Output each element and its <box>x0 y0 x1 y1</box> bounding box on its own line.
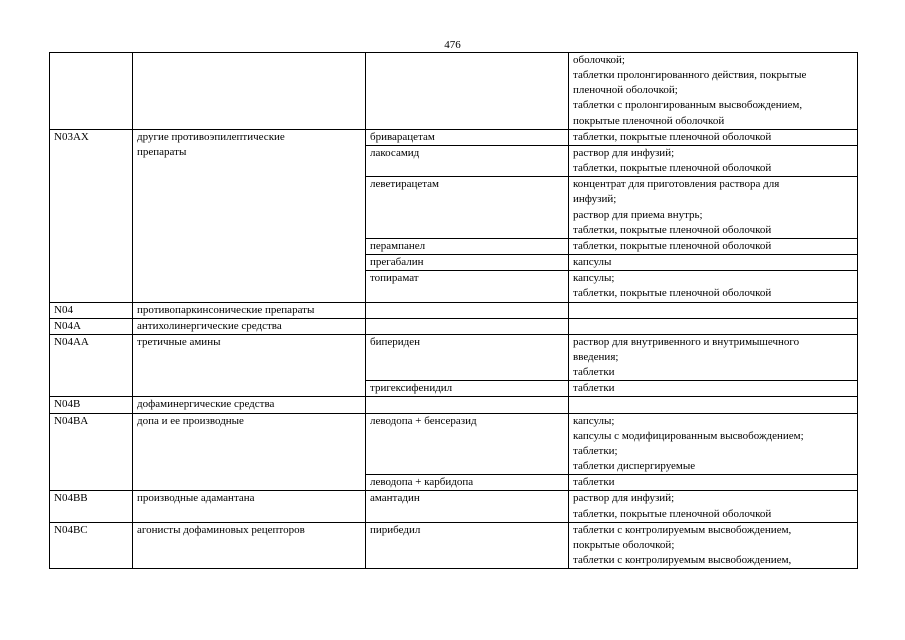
atc-code-cell: N04BB <box>50 491 133 522</box>
drug-table <box>49 52 858 569</box>
dosage-forms-cell <box>569 318 858 334</box>
table-row <box>50 413 858 475</box>
atc-code-cell: N04A <box>50 318 133 334</box>
group-cell: допа и ее производные <box>133 413 366 491</box>
atc-code-cell: N04AA <box>50 334 133 397</box>
substance-cell: бипериден <box>366 334 569 380</box>
atc-code-cell: N04B <box>50 397 133 413</box>
substance-cell: прегабалин <box>366 255 569 271</box>
group-cell: производные адамантана <box>133 491 366 522</box>
dosage-forms-cell: раствор для внутривенного и внутримышечного введения; таблетки <box>569 334 858 380</box>
table-row <box>50 318 858 334</box>
dosage-forms-cell: раствор для инфузий; таблетки, покрытые пленочной оболочкой <box>569 491 858 522</box>
atc-code-cell: N04BA <box>50 413 133 491</box>
substance-cell <box>366 318 569 334</box>
table-row <box>50 522 858 568</box>
substance-cell: амантадин <box>366 491 569 522</box>
dosage-forms-cell: капсулы; таблетки, покрытые пленочной оболочкой <box>569 271 858 302</box>
substance-cell: леводопа + бенсеразид <box>366 413 569 475</box>
dosage-forms-cell: таблетки, покрытые пленочной оболочкой <box>569 129 858 145</box>
dosage-forms-cell: таблетки с контролируемым высвобождением, покрытые оболочкой; таблетки с контролируемым высвобождением, <box>569 522 858 568</box>
dosage-forms-cell: таблетки <box>569 381 858 397</box>
substance-cell: перампанел <box>366 238 569 254</box>
substance-cell: бриварацетам <box>366 129 569 145</box>
table-row <box>50 302 858 318</box>
group-cell: другие противоэпилептические препараты <box>133 129 366 302</box>
atc-code-cell: N03AX <box>50 129 133 302</box>
dosage-forms-cell: раствор для инфузий; таблетки, покрытые пленочной оболочкой <box>569 145 858 176</box>
dosage-forms-cell: капсулы; капсулы с модифицированным высвобождением; таблетки; таблетки диспергируемые <box>569 413 858 475</box>
substance-cell: леветирацетам <box>366 177 569 239</box>
substance-cell <box>366 397 569 413</box>
substance-cell: топирамат <box>366 271 569 302</box>
page-number: 476 <box>444 39 461 51</box>
atc-code-cell <box>50 53 133 130</box>
table-row <box>50 334 858 380</box>
dosage-forms-cell <box>569 302 858 318</box>
dosage-forms-cell: оболочкой; таблетки пролонгированного действия, покрытые пленочной оболочкой; таблетки с пролонгированным высвобождением, покрытые пленочной оболочкой <box>569 53 858 130</box>
group-cell: дофаминергические средства <box>133 397 366 413</box>
table-row <box>50 491 858 522</box>
substance-cell: тригексифенидил <box>366 381 569 397</box>
substance-cell: леводопа + карбидопа <box>366 475 569 491</box>
substance-cell <box>366 302 569 318</box>
table-row <box>50 53 858 130</box>
dosage-forms-cell: таблетки <box>569 475 858 491</box>
dosage-forms-cell: таблетки, покрытые пленочной оболочкой <box>569 238 858 254</box>
atc-code-cell: N04BC <box>50 522 133 568</box>
substance-cell: пирибедил <box>366 522 569 568</box>
substance-cell: лакосамид <box>366 145 569 176</box>
group-cell: агонисты дофаминовых рецепторов <box>133 522 366 568</box>
substance-cell <box>366 53 569 130</box>
dosage-forms-cell <box>569 397 858 413</box>
group-cell <box>133 53 366 130</box>
group-cell: третичные амины <box>133 334 366 397</box>
atc-code-cell: N04 <box>50 302 133 318</box>
dosage-forms-cell: капсулы <box>569 255 858 271</box>
group-cell: антихолинергические средства <box>133 318 366 334</box>
group-cell: противопаркинсонические препараты <box>133 302 366 318</box>
table-row <box>50 129 858 145</box>
dosage-forms-cell: концентрат для приготовления раствора для инфузий; раствор для приема внутрь; таблетки, покрытые пленочной оболочкой <box>569 177 858 239</box>
table-row <box>50 397 858 413</box>
